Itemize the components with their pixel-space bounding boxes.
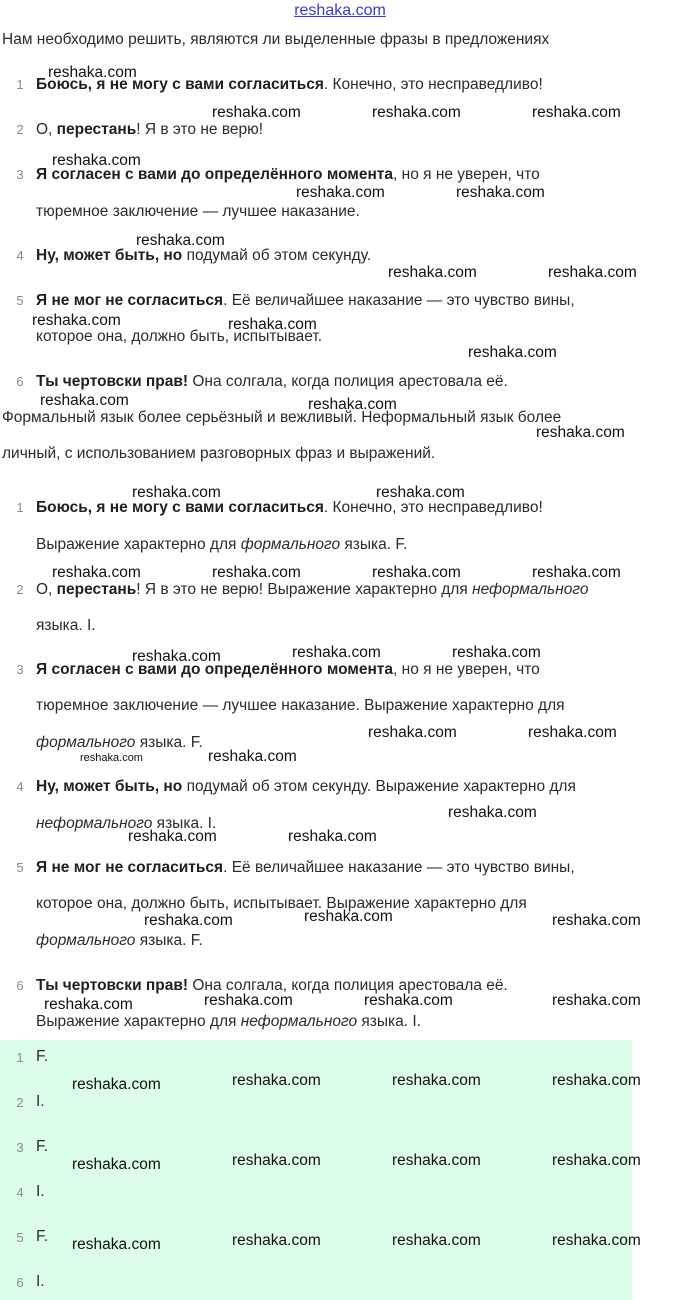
watermark: reshaka.com (552, 992, 641, 1009)
question-3: Я согласен с вами до определённого момента, но я не уверен, что (36, 166, 540, 183)
watermark: reshaka.com (456, 184, 545, 201)
watermark: reshaka.com (132, 648, 221, 665)
watermark: reshaka.com (52, 152, 141, 169)
watermark: reshaka.com (232, 1152, 321, 1169)
answer-number: 3 (16, 1140, 24, 1155)
watermark: reshaka.com (48, 64, 137, 81)
watermark: reshaka.com (536, 424, 625, 441)
solution-3: Я согласен с вами до определённого момента, но я не уверен, что (36, 661, 540, 678)
watermark: reshaka.com (144, 912, 233, 929)
explanation-line1: Формальный язык более серьёзный и вежливый. Неформальный язык более (2, 409, 562, 426)
question-number: 3 (16, 167, 24, 182)
watermark: reshaka.com (552, 1072, 641, 1089)
watermark: reshaka.com (392, 1152, 481, 1169)
watermark: reshaka.com (72, 1076, 161, 1093)
site-link[interactable]: reshaka.com (294, 2, 386, 19)
watermark: reshaka.com (452, 644, 541, 661)
watermark: reshaka.com (364, 992, 453, 1009)
watermark: reshaka.com (532, 564, 621, 581)
solution-3-line3: формального языка. F. (36, 734, 203, 751)
solution-1-line2: Выражение характерно для формального языка. F. (36, 536, 408, 553)
question-3-line2: тюремное заключение — лучшее наказание. (36, 203, 360, 220)
solution-5-line2: которое она, должно быть, испытывает. Выражение характерно для (36, 895, 527, 912)
watermark: reshaka.com (212, 104, 301, 121)
question-number: 4 (16, 248, 24, 263)
watermark: reshaka.com (528, 724, 617, 741)
answer-number: 2 (16, 1095, 24, 1110)
watermark: reshaka.com (372, 104, 461, 121)
solution-number: 6 (16, 978, 24, 993)
solution-6-line2: Выражение характерно для неформального языка. I. (36, 1013, 421, 1030)
watermark: reshaka.com (392, 1232, 481, 1249)
answer-label: F. (36, 1048, 49, 1065)
watermark: reshaka.com (448, 804, 537, 821)
watermark: reshaka.com (40, 392, 129, 409)
watermark: reshaka.com (296, 184, 385, 201)
watermark: reshaka.com (72, 1156, 161, 1173)
solution-number: 1 (16, 500, 24, 515)
watermark: reshaka.com (132, 484, 221, 501)
question-number: 6 (16, 374, 24, 389)
watermark: reshaka.com (44, 996, 133, 1013)
watermark: reshaka.com (72, 1236, 161, 1253)
watermark: reshaka.com (52, 564, 141, 581)
question-5-line2: которое она, должно быть, испытывает. (36, 328, 323, 345)
explanation-line2: личный, с использованием разговорных фраз и выражений. (2, 445, 436, 462)
question-4: Ну, может быть, но подумай об этом секунду. (36, 247, 372, 264)
watermark: reshaka.com (80, 752, 143, 764)
solution-number: 5 (16, 860, 24, 875)
watermark: reshaka.com (468, 344, 557, 361)
watermark: reshaka.com (228, 316, 317, 333)
question-number: 5 (16, 293, 24, 308)
solution-5: Я не мог не согласиться. Её величайшее наказание — это чувство вины, (36, 859, 575, 876)
watermark: reshaka.com (232, 1072, 321, 1089)
solution-2: О, перестань! Я в это не верю! Выражение характерно для неформального (36, 581, 589, 598)
watermark: reshaka.com (392, 1072, 481, 1089)
solution-3-line2: тюремное заключение — лучшее наказание. Выражение характерно для (36, 697, 565, 714)
watermark: reshaka.com (552, 1232, 641, 1249)
solution-6: Ты чертовски прав! Она солгала, когда полиция арестовала её. (36, 977, 508, 994)
watermark: reshaka.com (292, 644, 381, 661)
solution-4: Ну, может быть, но подумай об этом секунду. Выражение характерно для (36, 778, 576, 795)
answer-label: I. (36, 1183, 45, 1200)
watermark: reshaka.com (212, 564, 301, 581)
watermark: reshaka.com (128, 828, 217, 845)
watermark: reshaka.com (368, 724, 457, 741)
answer-number: 6 (16, 1275, 24, 1290)
watermark: reshaka.com (288, 828, 377, 845)
question-number: 2 (16, 122, 24, 137)
watermark: reshaka.com (552, 1152, 641, 1169)
watermark: reshaka.com (32, 312, 121, 329)
question-6: Ты чертовски прав! Она солгала, когда полиция арестовала её. (36, 373, 508, 390)
watermark: reshaka.com (376, 484, 465, 501)
intro-text: Нам необходимо решить, являются ли выделенные фразы в предложениях (2, 31, 550, 48)
question-2: О, перестань! Я в это не верю! (36, 121, 264, 138)
watermark: reshaka.com (552, 912, 641, 929)
watermark: reshaka.com (136, 232, 225, 249)
question-1: Боюсь, я не могу с вами согласиться. Конечно, это несправедливо! (36, 76, 543, 93)
solution-2-line2: языка. I. (36, 617, 96, 634)
watermark: reshaka.com (308, 396, 397, 413)
answer-label: I. (36, 1093, 45, 1110)
watermark: reshaka.com (548, 264, 637, 281)
watermark: reshaka.com (232, 1232, 321, 1249)
solution-5-line3: формального языка. F. (36, 932, 203, 949)
answer-label: F. (36, 1228, 49, 1245)
answer-number: 1 (16, 1050, 24, 1065)
question-5: Я не мог не согласиться. Её величайшее наказание — это чувство вины, (36, 292, 575, 309)
watermark: reshaka.com (304, 908, 393, 925)
watermark: reshaka.com (208, 748, 297, 765)
answer-label: F. (36, 1138, 49, 1155)
watermark: reshaka.com (204, 992, 293, 1009)
solution-number: 2 (16, 582, 24, 597)
solution-number: 3 (16, 662, 24, 677)
watermark: reshaka.com (372, 564, 461, 581)
watermark: reshaka.com (532, 104, 621, 121)
watermark: reshaka.com (388, 264, 477, 281)
answer-number: 5 (16, 1230, 24, 1245)
solution-4-line2: неформального языка. I. (36, 815, 217, 832)
question-number: 1 (16, 77, 24, 92)
answer-label: I. (36, 1273, 45, 1290)
solution-number: 4 (16, 779, 24, 794)
answer-number: 4 (16, 1185, 24, 1200)
solution-1: Боюсь, я не могу с вами согласиться. Конечно, это несправедливо! (36, 499, 543, 516)
